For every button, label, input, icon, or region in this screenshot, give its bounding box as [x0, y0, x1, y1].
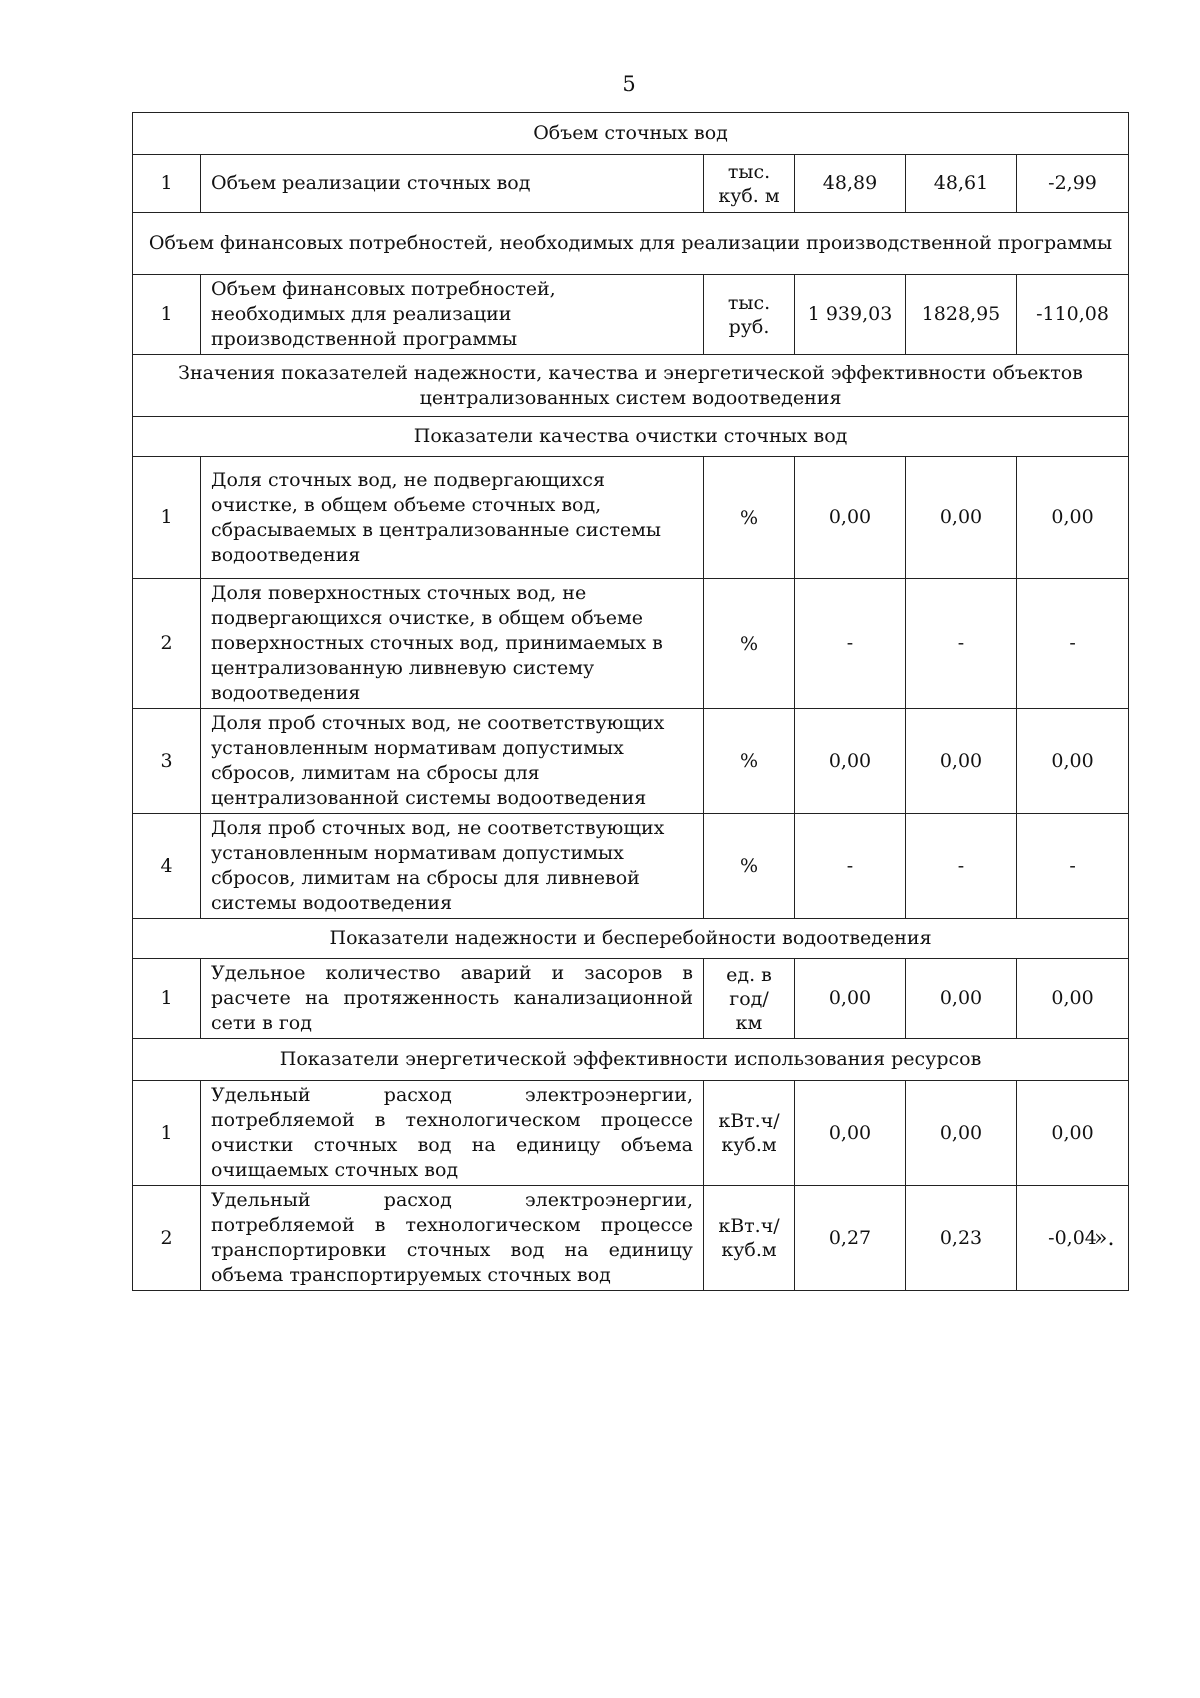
row-value-3: - [1017, 814, 1129, 919]
row-value-3: -2,99 [1017, 155, 1129, 213]
table-row [133, 959, 1129, 1039]
row-value-3: 0,00 [1017, 709, 1129, 814]
section-title: Показатели надежности и бесперебойности водоотведения [133, 919, 1129, 959]
row-description: Доля проб сточных вод, не соответствующих установленным нормативам допустимых сбросов, лимитам на сбросы для централизованной системы водоотведения [201, 709, 704, 814]
table-row [133, 155, 1129, 213]
row-description: Объем финансовых потребностей, необходимых для реализации производственной программы [201, 275, 704, 355]
row-unit: кВт.ч/ куб.м [704, 1081, 795, 1186]
row-value-2: 1828,95 [906, 275, 1017, 355]
row-description: Объем реализации сточных вод [201, 155, 704, 213]
row-description: Доля поверхностных сточных вод, не подвергающихся очистке, в общем объеме поверхностных сточных вод, принимаемых в централизованную ливневую систему водоотведения [201, 579, 704, 709]
row-value-1: 0,00 [795, 959, 906, 1039]
row-value-2: 0,00 [906, 1081, 1017, 1186]
section-title: Объем финансовых потребностей, необходимых для реализации производственной программы [133, 213, 1129, 275]
row-value-2: 0,00 [906, 959, 1017, 1039]
row-number: 2 [133, 1186, 201, 1291]
table-row [133, 709, 1129, 814]
row-description: Доля проб сточных вод, не соответствующих установленным нормативам допустимых сбросов, лимитам на сбросы для ливневой системы водоотведения [201, 814, 704, 919]
row-unit: ед. в год/ км [704, 959, 795, 1039]
row-value-1: 0,27 [795, 1186, 906, 1291]
row-value-1: 0,00 [795, 1081, 906, 1186]
row-number: 1 [133, 457, 201, 579]
row-value-3: 0,00 [1017, 1081, 1129, 1186]
section-title: Показатели качества очистки сточных вод [133, 417, 1129, 457]
row-value-1: - [795, 814, 906, 919]
row-value-2: 0,23 [906, 1186, 1017, 1291]
table-row [133, 275, 1129, 355]
row-unit: % [704, 579, 795, 709]
section-title: Значения показателей надежности, качества и энергетической эффективности объектов централизованных систем водоотведения [133, 355, 1129, 417]
section-row [133, 113, 1129, 155]
section-row [133, 213, 1129, 275]
table-row [133, 1186, 1129, 1291]
row-number: 1 [133, 959, 201, 1039]
row-value-3: - [1017, 579, 1129, 709]
row-value-1: 0,00 [795, 709, 906, 814]
table-row [133, 457, 1129, 579]
section-row [133, 1039, 1129, 1081]
row-value-3: 0,00 [1017, 959, 1129, 1039]
row-value-1: - [795, 579, 906, 709]
table-row [133, 579, 1129, 709]
row-value-3: -0,04 [1017, 1186, 1129, 1291]
row-number: 1 [133, 155, 201, 213]
row-number: 4 [133, 814, 201, 919]
row-unit: % [704, 814, 795, 919]
closing-quote: ». [1094, 1226, 1115, 1251]
indicators-table [132, 112, 1129, 1291]
row-value-2: 48,61 [906, 155, 1017, 213]
section-row [133, 919, 1129, 959]
row-unit: % [704, 709, 795, 814]
row-value-2: 0,00 [906, 709, 1017, 814]
row-unit: кВт.ч/ куб.м [704, 1186, 795, 1291]
row-number: 2 [133, 579, 201, 709]
table-row [133, 1081, 1129, 1186]
row-value-1: 0,00 [795, 457, 906, 579]
row-unit: тыс. руб. [704, 275, 795, 355]
row-value-1: 1 939,03 [795, 275, 906, 355]
row-description: Доля сточных вод, не подвергающихся очистке, в общем объеме сточных вод, сбрасываемых в централизованные системы водоотведения [201, 457, 704, 579]
row-unit: тыс. куб. м [704, 155, 795, 213]
section-row [133, 417, 1129, 457]
row-number: 1 [133, 1081, 201, 1186]
row-unit: % [704, 457, 795, 579]
row-value-1: 48,89 [795, 155, 906, 213]
row-description: Удельное количество аварий и засоров в расчете на протяженность канализационной сети в год [201, 959, 704, 1039]
row-description: Удельный расход электроэнергии, потребляемой в технологическом процессе очистки сточных вод на единицу объема очищаемых сточных вод [201, 1081, 704, 1186]
section-title: Показатели энергетической эффективности использования ресурсов [133, 1039, 1129, 1081]
row-value-2: 0,00 [906, 457, 1017, 579]
page-number: 5 [622, 72, 636, 96]
row-value-2: - [906, 579, 1017, 709]
row-number: 3 [133, 709, 201, 814]
section-title: Объем сточных вод [133, 113, 1129, 155]
table-row [133, 814, 1129, 919]
row-value-3: -110,08 [1017, 275, 1129, 355]
row-value-2: - [906, 814, 1017, 919]
row-value-3: 0,00 [1017, 457, 1129, 579]
row-number: 1 [133, 275, 201, 355]
section-row [133, 355, 1129, 417]
row-description: Удельный расход электроэнергии, потребляемой в технологическом процессе транспортировки сточных вод на единицу объема транспортируемых сточных вод [201, 1186, 704, 1291]
